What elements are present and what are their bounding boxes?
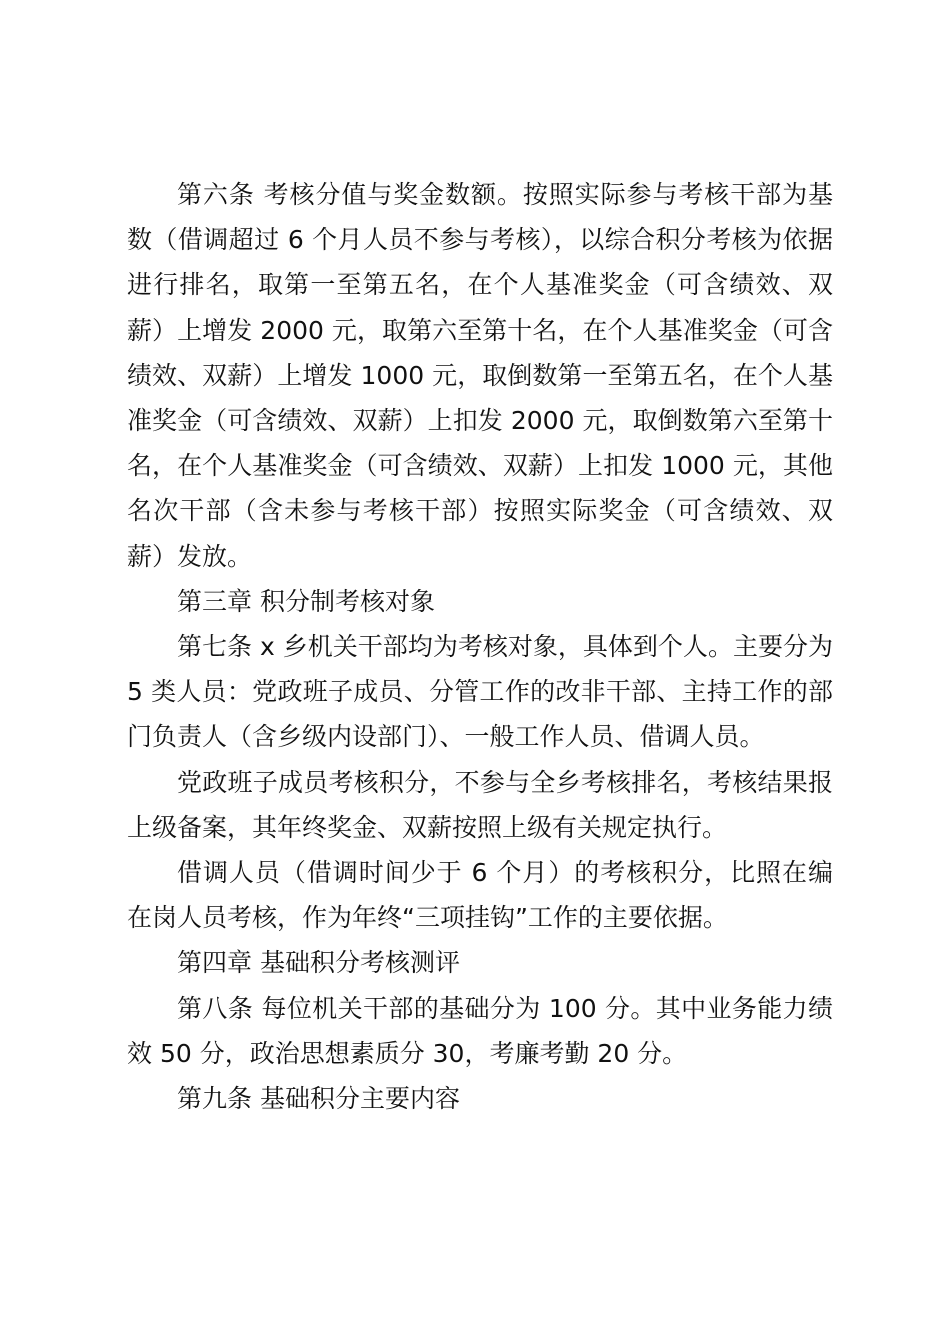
- seconded-staff-paragraph: 借调人员（借调时间少于 6 个月）的考核积分，比照在编在岗人员考核，作为年终“三项挂钩”工作的主要依据。: [127, 858, 833, 933]
- chapter-3-heading: 第三章 积分制考核对象: [177, 586, 435, 616]
- document-body: [127, 172, 833, 1121]
- chapter-4-heading: 第四章 基础积分考核测评: [177, 948, 460, 978]
- leadership-scoring-paragraph: 党政班子成员考核积分，不参与全乡考核排名，考核结果报上级备案，其年终奖金、双薪按照上级有关规定执行。: [127, 767, 833, 842]
- article-6-paragraph: 第六条 考核分值与奖金数额。按照实际参与考核干部为基数（借调超过 6 个月人员不参与考核），以综合积分考核为依据进行排名，取第一至第五名，在个人基准奖金（可含绩效、双薪）上增发 2000 元，取第六至第十名，在个人基准奖金（可含绩效、双薪）上增发 1000 元，取倒数第一至第五名，在个人基准奖金（可含绩效、双薪）上扣发 2000 元，取倒数第六至第十名，在个人基准奖金（可含绩效、双薪）上扣发 1000 元，其他名次干部（含未参与考核干部）按照实际奖金（可含绩效、双薪）发放。: [127, 180, 833, 571]
- article-8-paragraph: 第八条 每位机关干部的基础分为 100 分。其中业务能力绩效 50 分，政治思想素质分 30，考廉考勤 20 分。: [127, 993, 833, 1068]
- article-9-paragraph: 第九条 基础积分主要内容: [177, 1084, 460, 1114]
- article-7-paragraph: 第七条 x 乡机关干部均为考核对象，具体到个人。主要分为 5 类人员：党政班子成员、分管工作的改非干部、主持工作的部门负责人（含乡级内设部门）、一般工作人员、借调人员。: [127, 632, 833, 752]
